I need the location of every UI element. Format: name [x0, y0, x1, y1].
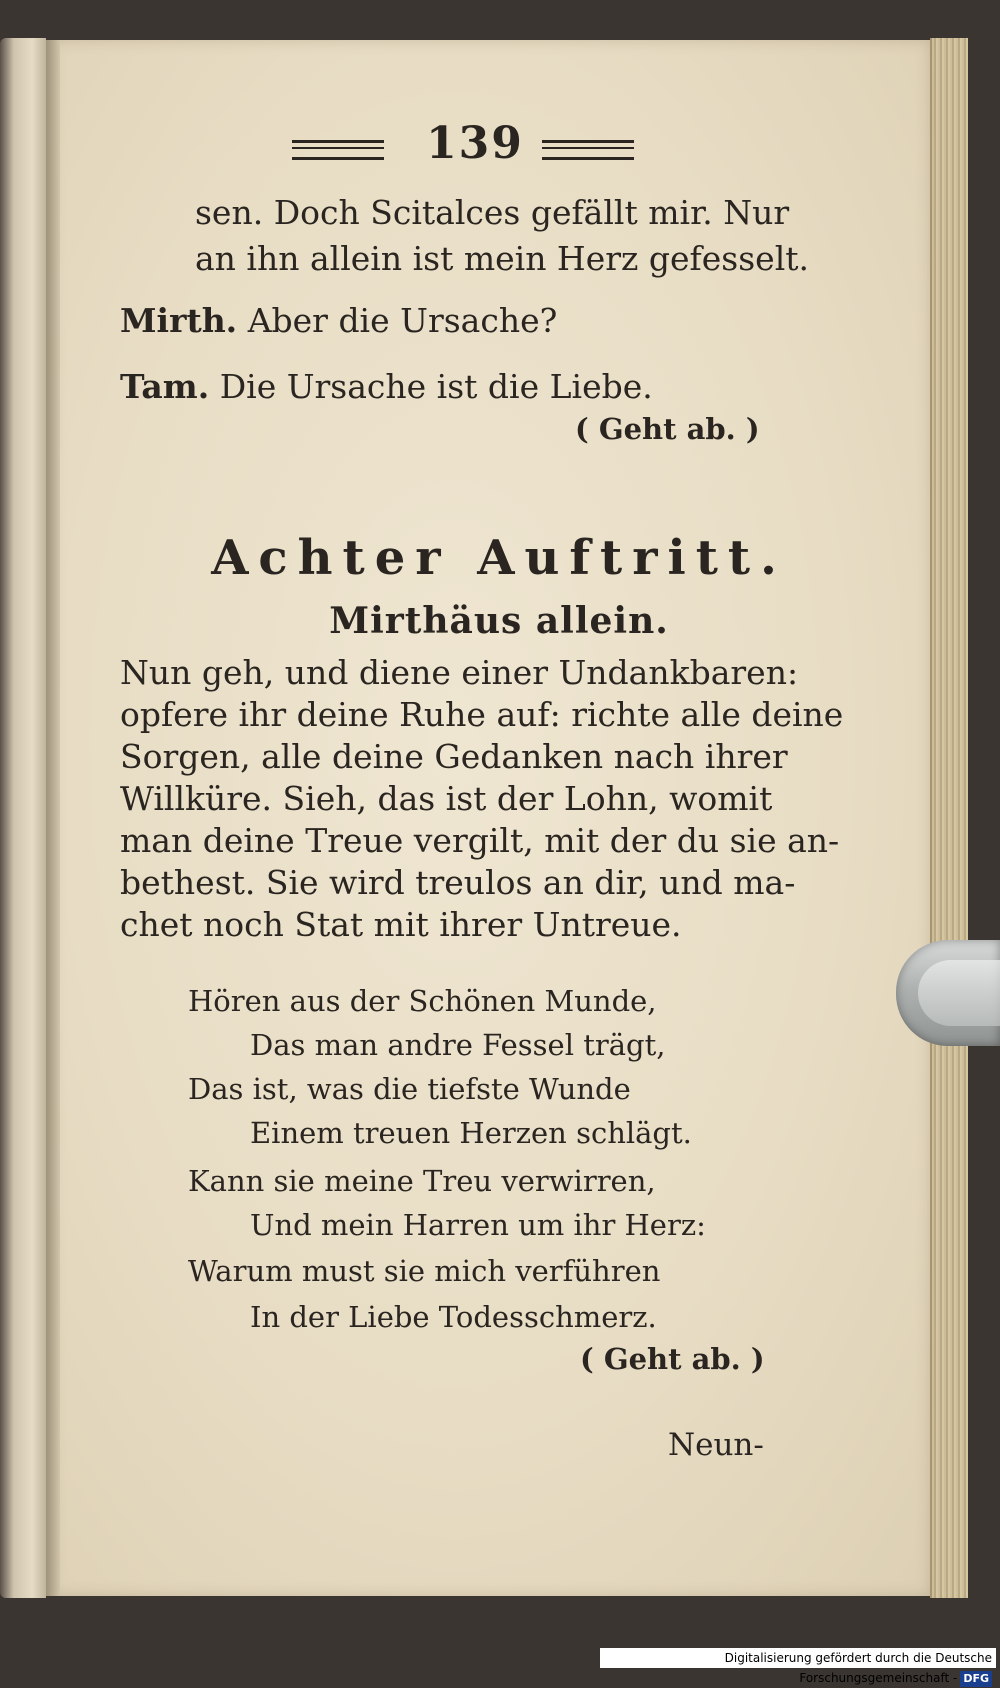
page-header	[60, 118, 938, 178]
poem-line: Einem treuen Herzen schlägt.	[250, 1116, 692, 1150]
prose-line: chet noch Stat mit ihrer Untreue.	[120, 905, 682, 944]
dialogue-line	[120, 366, 653, 408]
poem-line: Warum must sie mich verführen	[188, 1254, 661, 1288]
poem-line: Das man andre Fessel trägt,	[250, 1028, 666, 1062]
speaker-name: Tam.	[120, 367, 210, 406]
header-rule-left	[292, 140, 384, 160]
prose-line: man deine Treue vergilt, mit der du sie an-	[120, 821, 840, 860]
poem-line: Hören aus der Schönen Munde,	[188, 984, 657, 1018]
scene-subheading: Mirthäus allein.	[329, 600, 669, 642]
prose-line: bethest. Sie wird treulos an dir, und ma-	[120, 863, 796, 902]
header-rule-right	[542, 140, 634, 160]
previous-page-edge	[0, 38, 46, 1598]
metal-clip-highlight	[918, 960, 1000, 1026]
prose-line: Willküre. Sieh, das ist der Lohn, womit	[120, 779, 773, 818]
digitization-credit	[600, 1648, 996, 1685]
catchword: Neun-	[668, 1427, 764, 1463]
page-number: 139	[426, 118, 524, 169]
scene-heading: Achter Auftritt.	[211, 530, 787, 586]
text-line: an ihn allein ist mein Herz gefesselt.	[195, 239, 809, 278]
dfg-logo: DFG	[960, 1671, 992, 1687]
dialogue-line	[120, 300, 557, 342]
prose-line: Nun geh, und diene einer Undankbaren:	[120, 653, 799, 692]
prose-line: Sorgen, alle deine Gedanken nach ihrer	[120, 737, 788, 776]
poem-line: Und mein Harren um ihr Herz:	[250, 1208, 706, 1242]
prose-line: opfere ihr deine Ruhe auf: richte alle deine	[120, 695, 844, 734]
speaker-name: Mirth.	[120, 301, 238, 340]
poem-line: In der Liebe Todesschmerz.	[250, 1300, 657, 1334]
poem-line: Das ist, was die tiefste Wunde	[188, 1072, 631, 1106]
stage-direction: ( Geht ab. )	[580, 1342, 765, 1376]
credit-text: Digitalisierung gefördert durch die Deutsche Forschungsgemeinschaft -	[724, 1651, 992, 1685]
poem-line: Kann sie meine Treu verwirren,	[188, 1164, 656, 1198]
dialogue-text: Aber die Ursache?	[247, 301, 558, 340]
text-line: sen. Doch Scitalces gefällt mir. Nur	[195, 193, 790, 232]
dialogue-text: Die Ursache ist die Liebe.	[219, 367, 653, 406]
stage-direction: ( Geht ab. )	[575, 412, 760, 446]
page-block-edge	[930, 38, 968, 1598]
